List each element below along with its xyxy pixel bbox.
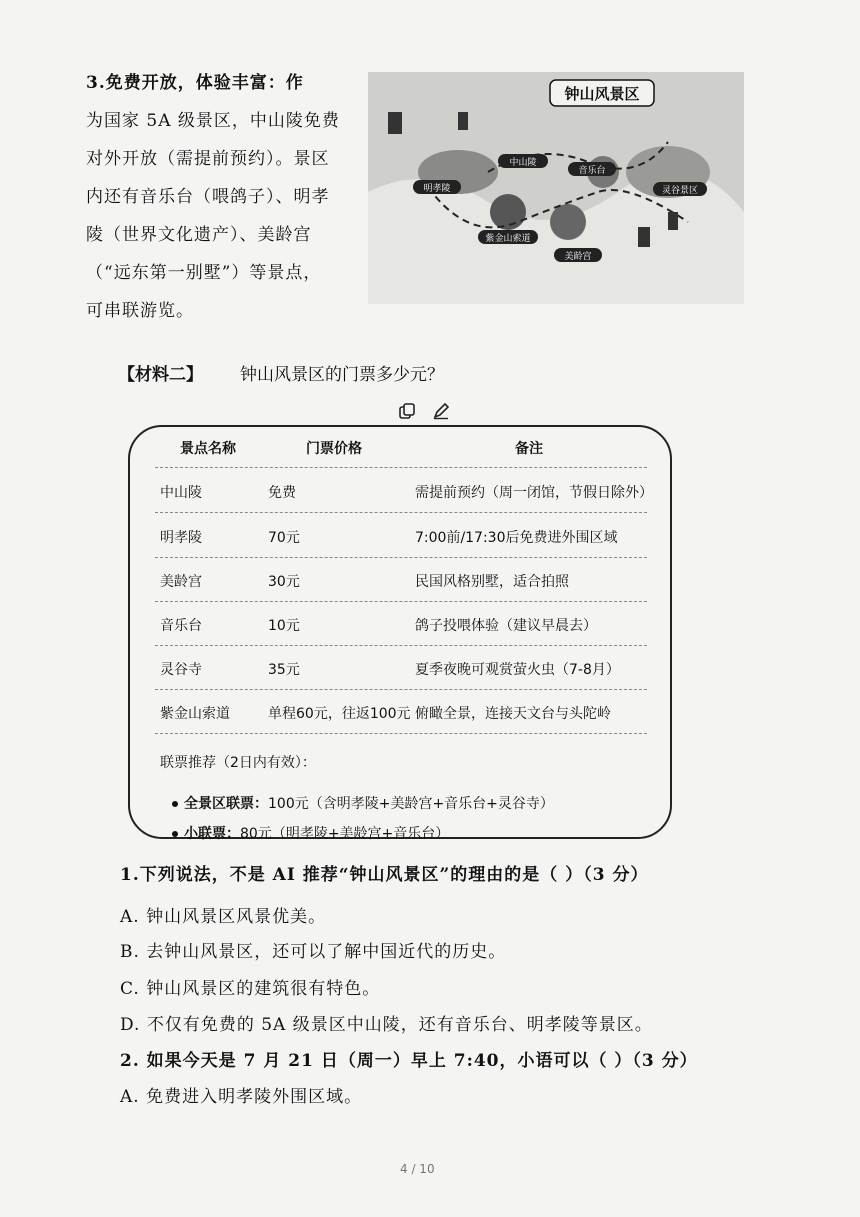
page-number: 4 / 10 bbox=[400, 1162, 435, 1176]
table-divider bbox=[155, 512, 647, 513]
bundle-label: 全景区联票： bbox=[184, 796, 268, 812]
question-1: 1.下列说法，不是 AI 推荐“钟山风景区”的理由的是（ ）（3 分） bbox=[120, 865, 649, 885]
bundle-item bbox=[172, 793, 554, 813]
question-2-option: A. 免费进入明孝陵外围区域。 bbox=[120, 1087, 363, 1107]
bundle-label: 小联票： bbox=[184, 826, 240, 842]
table-divider bbox=[155, 733, 647, 734]
question-2: 2. 如果今天是 7 月 21 日（周一）早上 7:40，小语可以（ ）（3 分） bbox=[120, 1051, 698, 1071]
bullet-icon bbox=[172, 801, 178, 807]
row-note: 俯瞰全景，连接天文台与头陀岭 bbox=[415, 706, 611, 722]
bundle-detail: 80元（明孝陵+美龄宫+音乐台） bbox=[240, 826, 450, 842]
toolbar bbox=[398, 402, 450, 424]
intro-paragraph bbox=[86, 64, 348, 330]
question-1-option: C. 钟山风景区的建筑很有特色。 bbox=[120, 979, 381, 999]
question-1-option: B. 去钟山风景区，还可以了解中国近代的历史。 bbox=[120, 942, 507, 962]
bullet-icon bbox=[172, 831, 178, 837]
question-1-option: A. 钟山风景区风景优美。 bbox=[120, 907, 327, 927]
row-name: 紫金山索道 bbox=[160, 706, 230, 722]
row-note: 需提前预约（周一闭馆，节假日除外） bbox=[415, 485, 653, 501]
map-label: 紫金山索道 bbox=[485, 234, 531, 244]
header-price: 门票价格 bbox=[306, 441, 362, 457]
row-name: 中山陵 bbox=[160, 485, 202, 501]
question-1-option: D. 不仅有免费的 5A 级景区中山陵，还有音乐台、明孝陵等景区。 bbox=[120, 1015, 653, 1035]
row-note: 夏季夜晚可观赏萤火虫（7-8月） bbox=[415, 662, 620, 678]
row-price: 30元 bbox=[268, 574, 300, 590]
header-note: 备注 bbox=[515, 441, 543, 457]
row-note: 鸽子投喂体验（建议早晨去） bbox=[415, 618, 597, 634]
bundle-title: 联票推荐（2日内有效）： bbox=[160, 755, 316, 771]
table-divider bbox=[155, 601, 647, 602]
intro-line: 内还有音乐台（喂鸽子）、明孝 bbox=[86, 187, 330, 207]
bundle-item bbox=[172, 823, 449, 843]
intro-line: 3.免费开放，体验丰富：作 bbox=[86, 73, 304, 93]
table-divider bbox=[155, 557, 647, 558]
header-name: 景点名称 bbox=[180, 441, 236, 457]
material-question: 钟山风景区的门票多少元？ bbox=[240, 365, 444, 385]
copy-icon[interactable] bbox=[398, 402, 416, 424]
table-divider bbox=[155, 645, 647, 646]
edit-icon[interactable] bbox=[432, 402, 450, 424]
map-label: 明孝陵 bbox=[423, 184, 451, 194]
intro-line: 对外开放（需提前预约）。景区 bbox=[86, 149, 330, 169]
intro-line: 为国家 5A 级景区，中山陵免费 bbox=[86, 111, 340, 131]
map-label: 中山陵 bbox=[509, 158, 537, 168]
map-label: 灵谷景区 bbox=[661, 186, 699, 196]
row-price: 免费 bbox=[268, 485, 296, 501]
row-note: 7:00前/17:30后免费进外围区域 bbox=[415, 530, 618, 546]
map-illustration bbox=[368, 72, 744, 304]
intro-line: （“远东第一别墅”）等景点， bbox=[86, 263, 322, 283]
row-price: 10元 bbox=[268, 618, 300, 634]
row-note: 民国风格别墅，适合拍照 bbox=[415, 574, 569, 590]
bundle-detail: 100元（含明孝陵+美龄宫+音乐台+灵谷寺） bbox=[268, 796, 554, 812]
map-label: 美龄宫 bbox=[564, 252, 592, 262]
material-tag: 【材料二】 bbox=[118, 365, 203, 385]
scenic-area-map bbox=[368, 72, 744, 304]
intro-line: 陵（世界文化遗产）、美龄宫 bbox=[86, 225, 312, 245]
row-price: 单程60元，往返100元 bbox=[268, 706, 411, 722]
row-name: 明孝陵 bbox=[160, 530, 202, 546]
row-name: 美龄宫 bbox=[160, 574, 202, 590]
row-price: 70元 bbox=[268, 530, 300, 546]
row-name: 灵谷寺 bbox=[160, 662, 202, 678]
map-label: 音乐台 bbox=[578, 166, 606, 176]
table-divider bbox=[155, 467, 647, 468]
row-name: 音乐台 bbox=[160, 618, 202, 634]
intro-line: 可串联游览。 bbox=[86, 301, 194, 321]
table-divider bbox=[155, 689, 647, 690]
map-title: 钟山风景区 bbox=[564, 85, 640, 103]
row-price: 35元 bbox=[268, 662, 300, 678]
